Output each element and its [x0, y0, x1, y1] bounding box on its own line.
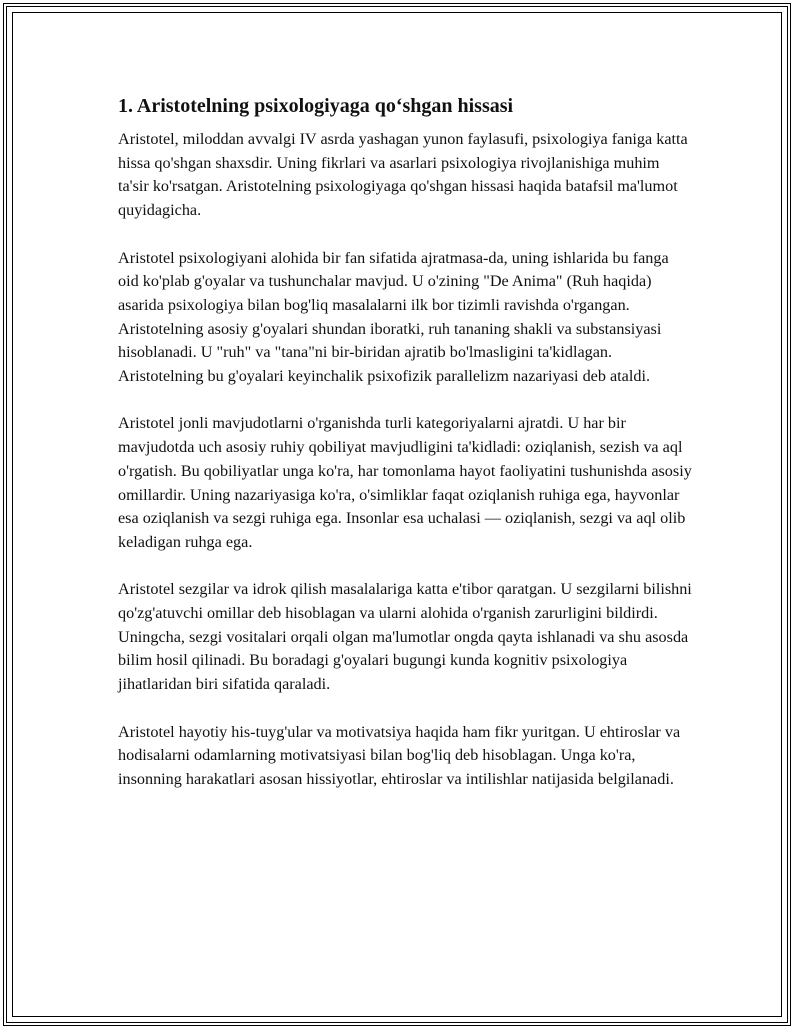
paragraph-1: Aristotel, miloddan avvalgi IV asrda yashagan yunon faylasufi, psixologiya faniga katta hissa qo'shgan shaxsdir. Uning fikrlari va asarlari psixologiya rivojlanishiga muhim ta'sir ko'rsatgan. Aristotelning psixologiyaga qo'shgan hissasi haqida batafsil ma'lumot quyidagicha. [118, 130, 688, 220]
document-body [118, 92, 693, 815]
paragraph-5: Aristotel hayotiy his-tuyg'ular va motivatsiya haqida ham fikr yuritgan. U ehtiroslar va hodisalarni odamlarning motivatsiyasi bilan bog'liq deb hisoblagan. Unga ko'ra, insonning harakatlari asosan hissiyotlar, ehtiroslar va intilishlar natijasida belgilanadi. [118, 722, 681, 788]
paragraph-4: Aristotel sezgilar va idrok qilish masalalariga katta e'tibor qaratgan. U sezgilarni bilishni qo'zg'atuvchi omillar deb hisoblagan va ularni alohida o'rganish zarurligini bildirdi. Uningcha, sezgi vositalari orqali olgan ma'lumotlar ongda qayta ishlanadi va shu asosda bilim hosil qilinadi. Bu boradagi g'oyalari bugungi kunda kognitiv psixologiya jihatlaridan biri sifatida qaraladi. [118, 580, 692, 694]
section-heading: 1. Aristotelning psixologiyaga qo‘shgan hissasi [118, 95, 514, 117]
paragraph-3: Aristotel jonli mavjudotlarni o'rganishda turli kategoriyalarni ajratdi. U har bir mavjudotda uch asosiy ruhiy qobiliyat mavjudligini ta'kidladi: oziqlanish, sezish va aql o'rgatish. Bu qobiliyatlar unga ko'ra, har tomonlama hayot faoliyatini tushunishda asosiy omillardir. Uning nazariyasiga ko'ra, o'simliklar faqat oziqlanish ruhiga ega, hayvonlar esa oziqlanish va sezgi ruhiga ega. Insonlar esa uchalasi — oziqlanish, sezgi va aql olib keladigan ruhga ega. [118, 414, 692, 551]
paragraph-2: Aristotel psixologiyani alohida bir fan sifatida ajratmasa-da, uning ishlarida bu fanga oid ko'plab g'oyalar va tushunchalar mavjud. U o'zining "De Anima" (Ruh haqida) asarida psixologiya bilan bog'liq masalalarni ilk bor tizimli ravishda o'rgangan. Aristotelning asosiy g'oyalari shundan iboratki, ruh tananing shakli va substansiyasi hisoblanadi. U "ruh" va "tana"ni bir-biridan ajratib bo'lmasligini ta'kidlagan. Aristotelning bu g'oyalari keyinchalik psixofizik parallelizm nazariyasi deb ataldi. [118, 248, 669, 386]
